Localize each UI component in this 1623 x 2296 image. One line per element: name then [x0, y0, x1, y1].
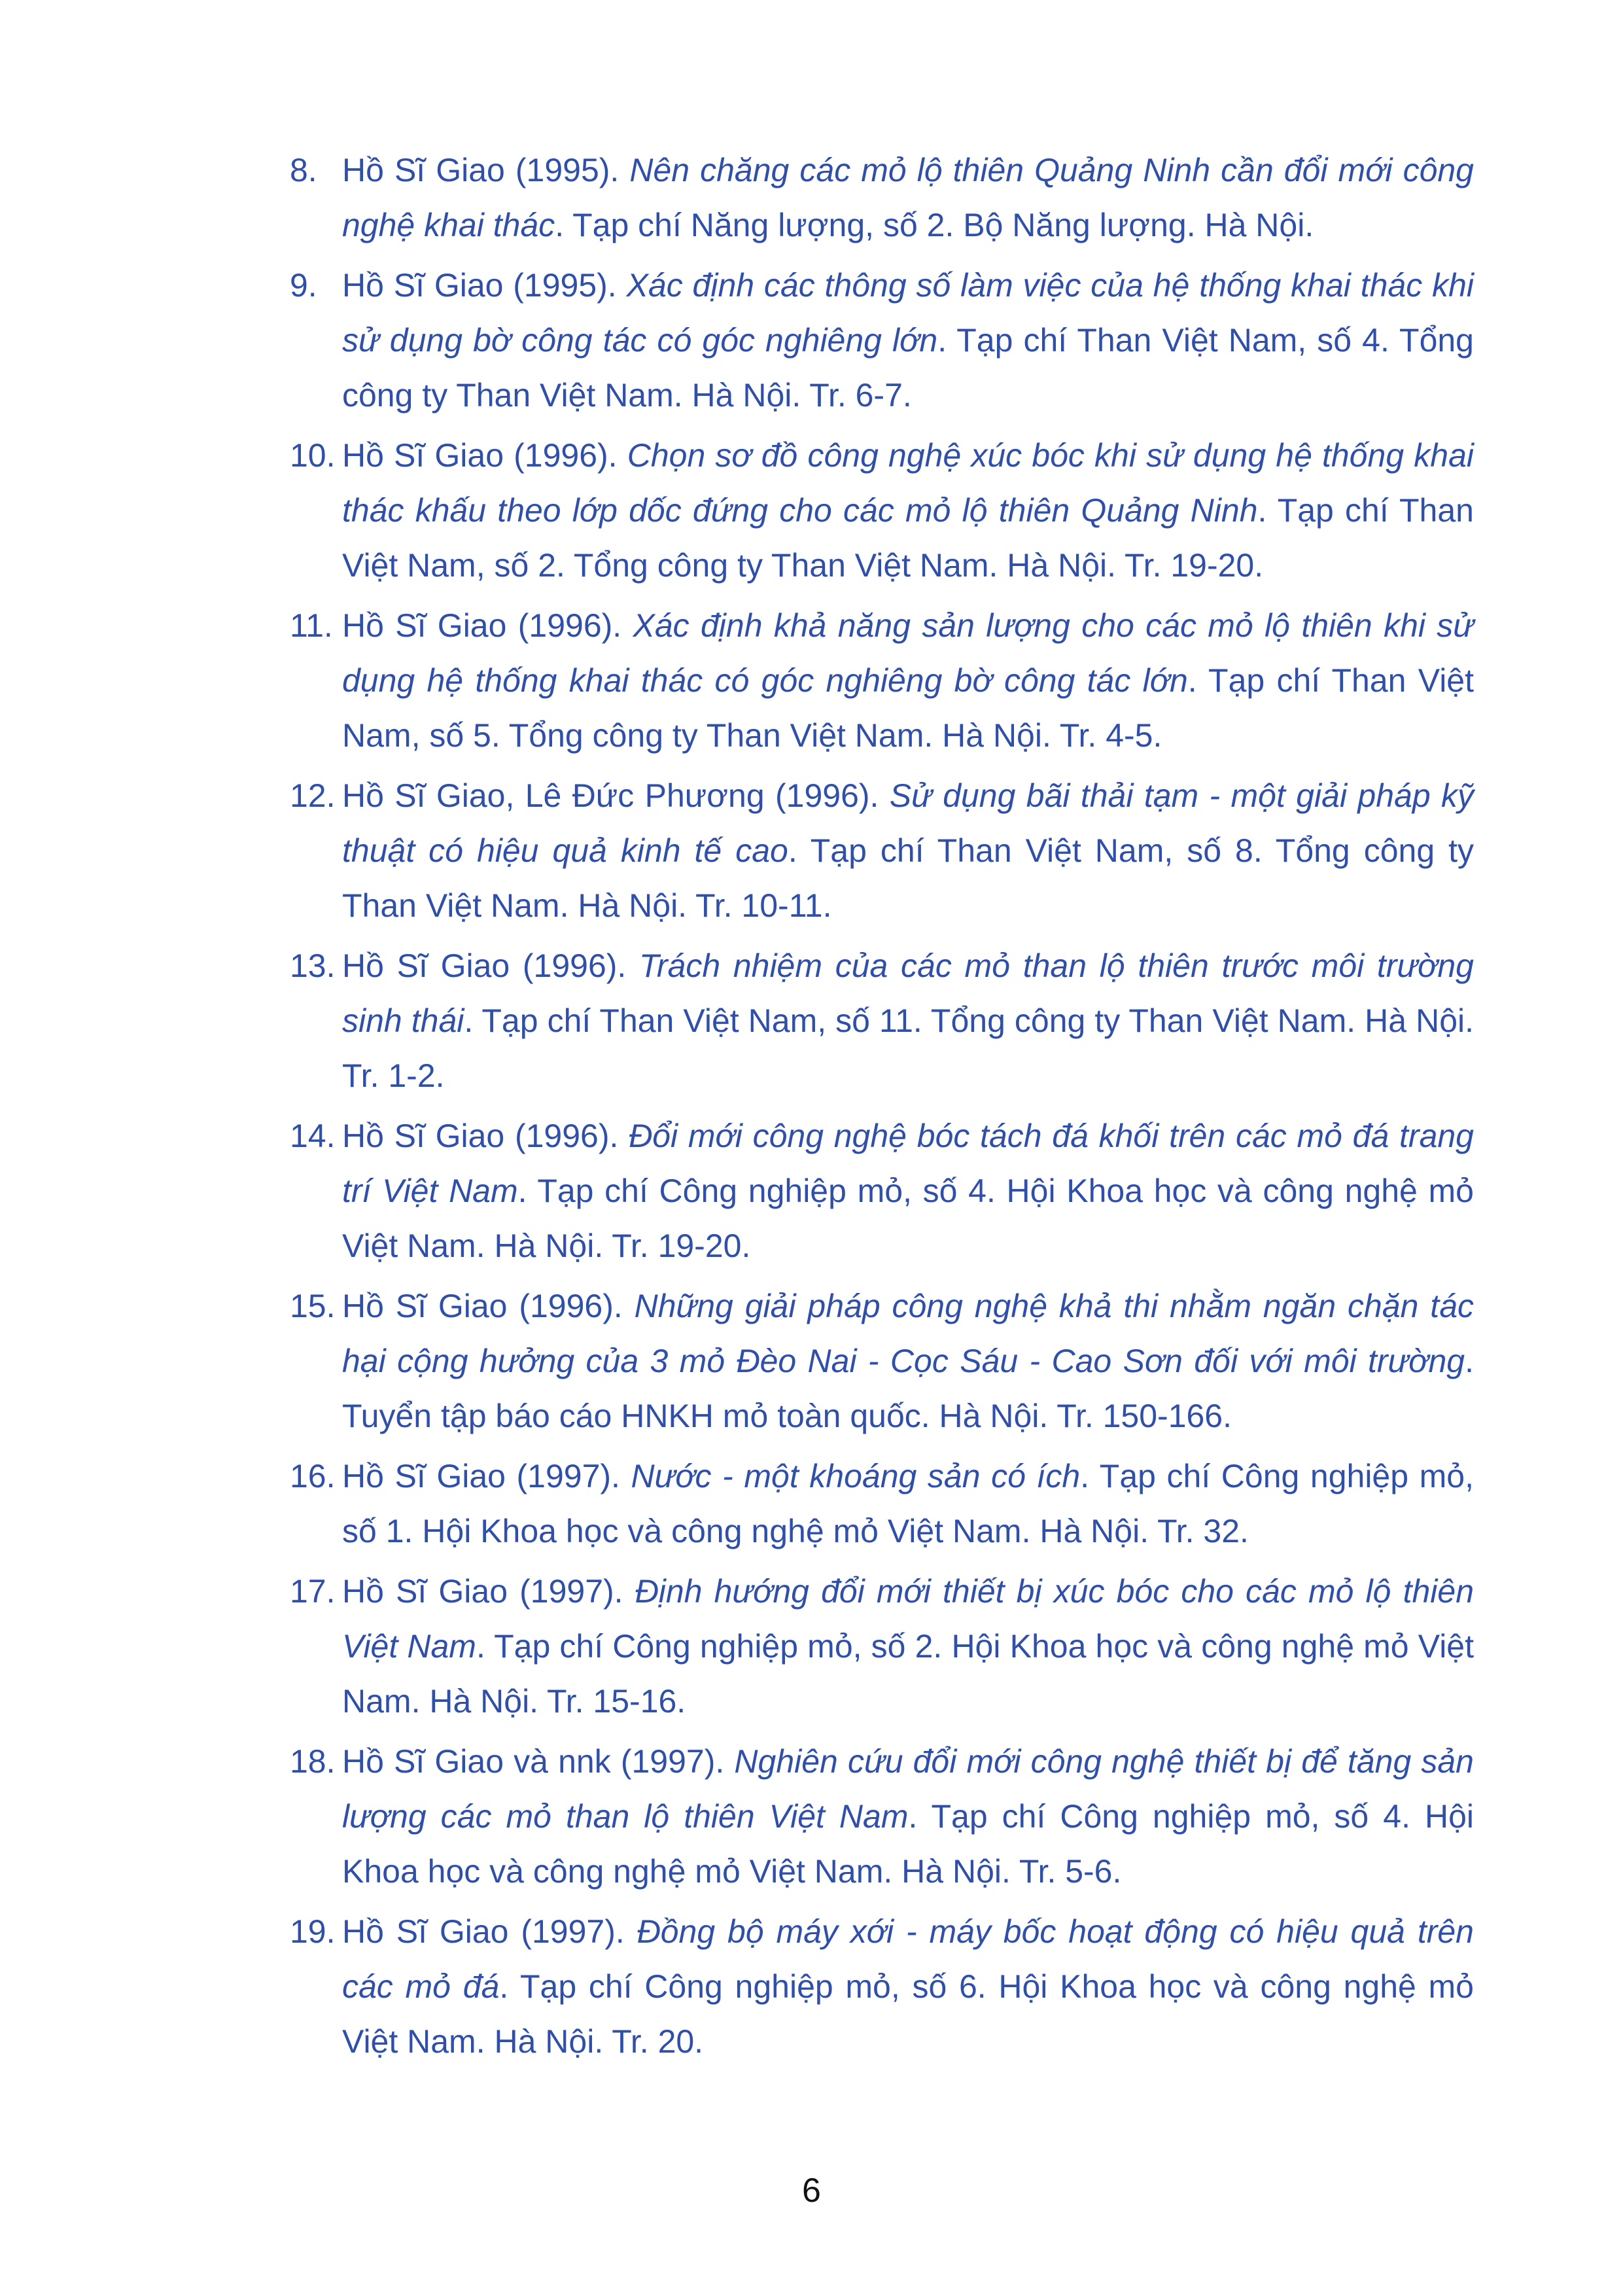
reference-item	[290, 598, 1474, 763]
reference-item	[290, 938, 1474, 1103]
reference-item	[290, 143, 1474, 253]
reference-authors: Hồ Sĩ Giao (1997).	[342, 1573, 623, 1610]
reference-title: Những giải pháp công nghệ khả thi nhằm ngăn chặn tác hại cộng hưởng của 3 mỏ Đèo Nai - Cọc Sáu - Cao Sơn đối với môi trường	[342, 1288, 1474, 1379]
reference-authors: Hồ Sĩ Giao (1996).	[342, 1118, 619, 1154]
reference-number: 18.	[290, 1743, 336, 1780]
reference-publication: . Tạp chí Năng lượng, số 2. Bộ Năng lượng. Hà Nội.	[555, 207, 1314, 243]
reference-item	[290, 258, 1474, 423]
reference-number: 11.	[290, 607, 333, 644]
reference-title: Nghiên cứu đổi mới công nghệ thiết bị để tăng sản lượng các mỏ than lộ thiên Việt Nam	[342, 1743, 1474, 1835]
reference-title: Xác định khả năng sản lượng cho các mỏ lộ thiên khi sử dụng hệ thống khai thác có góc nghiêng bờ công tác lớn	[342, 607, 1474, 699]
page-number: 6	[802, 2172, 821, 2210]
reference-item	[290, 1108, 1474, 1273]
reference-authors: Hồ Sĩ Giao, Lê Đức Phương (1996).	[342, 777, 879, 814]
reference-item	[290, 1564, 1474, 1729]
reference-number: 12.	[290, 777, 336, 814]
reference-publication: . Tạp chí Than Việt Nam, số 11. Tổng công ty Than Việt Nam. Hà Nội. Tr. 1-2.	[342, 1002, 1475, 1094]
reference-publication: . Tạp chí Công nghiệp mỏ, số 6. Hội Khoa học và công nghệ mỏ Việt Nam. Hà Nội. Tr. 20.	[342, 1968, 1474, 2060]
reference-item	[290, 428, 1474, 593]
reference-authors: Hồ Sĩ Giao (1995).	[342, 152, 620, 188]
reference-authors: Hồ Sĩ Giao (1995).	[342, 267, 617, 304]
reference-number: 15.	[290, 1288, 336, 1324]
reference-publication: . Tạp chí Công nghiệp mỏ, số 2. Hội Khoa học và công nghệ mỏ Việt Nam. Hà Nội. Tr. 15-16.	[342, 1628, 1474, 1720]
reference-item	[290, 1449, 1474, 1559]
reference-publication: . Tạp chí Công nghiệp mỏ, số 4. Hội Khoa học và công nghệ mỏ Việt Nam. Hà Nội. Tr. 19-20.	[342, 1173, 1474, 1264]
reference-number: 17.	[290, 1573, 336, 1610]
reference-publication: . Tạp chí Công nghiệp mỏ, số 1. Hội Khoa học và công nghệ mỏ Việt Nam. Hà Nội. Tr. 32.	[342, 1458, 1474, 1549]
reference-item	[290, 1904, 1474, 2069]
reference-title: Xác định các thông số làm việc của hệ thống khai thác khi sử dụng bờ công tác có góc nghiêng lớn	[342, 267, 1474, 359]
reference-number: 9.	[290, 267, 317, 304]
reference-authors: Hồ Sĩ Giao (1996).	[342, 607, 622, 644]
reference-list	[290, 143, 1474, 2074]
reference-authors: Hồ Sĩ Giao (1997).	[342, 1458, 620, 1494]
reference-title: Định hướng đổi mới thiết bị xúc bóc cho các mỏ lộ thiên Việt Nam	[342, 1573, 1474, 1665]
reference-title: Trách nhiệm của các mỏ than lộ thiên trước môi trường sinh thái	[342, 947, 1474, 1039]
reference-publication: . Tạp chí Công nghiệp mỏ, số 4. Hội Khoa học và công nghệ mỏ Việt Nam. Hà Nội. Tr. 5-6.	[342, 1798, 1474, 1890]
reference-number: 14.	[290, 1118, 336, 1154]
reference-title: Chọn sơ đồ công nghệ xúc bóc khi sử dụng hệ thống khai thác khấu theo lớp dốc đứng cho các mỏ lộ thiên Quảng Ninh	[342, 437, 1474, 529]
reference-publication: . Tạp chí Than Việt Nam, số 5. Tổng công ty Than Việt Nam. Hà Nội. Tr. 4-5.	[342, 662, 1474, 754]
reference-authors: Hồ Sĩ Giao (1996).	[342, 947, 627, 984]
reference-title: Sử dụng bãi thải tạm - một giải pháp kỹ thuật có hiệu quả kinh tế cao	[342, 777, 1474, 869]
reference-item	[290, 768, 1474, 933]
reference-title: Đổi mới công nghệ bóc tách đá khối trên các mỏ đá trang trí Việt Nam	[342, 1118, 1474, 1209]
reference-title: Đồng bộ máy xới - máy bốc hoạt động có hiệu quả trên các mỏ đá	[342, 1913, 1474, 2005]
reference-number: 13.	[290, 947, 336, 984]
reference-number: 16.	[290, 1458, 336, 1494]
reference-publication: . Tạp chí Than Việt Nam, số 2. Tổng công ty Than Việt Nam. Hà Nội. Tr. 19-20.	[342, 492, 1474, 584]
reference-publication: . Tạp chí Than Việt Nam, số 4. Tổng công ty Than Việt Nam. Hà Nội. Tr. 6-7.	[342, 322, 1474, 414]
reference-authors: Hồ Sĩ Giao (1996).	[342, 437, 618, 474]
reference-authors: Hồ Sĩ Giao (1997).	[342, 1913, 625, 1950]
reference-title: Nước - một khoáng sản có ích	[631, 1458, 1081, 1494]
reference-authors: Hồ Sĩ Giao (1996).	[342, 1288, 623, 1324]
reference-title: Nên chăng các mỏ lộ thiên Quảng Ninh cần đổi mới công nghệ khai thác	[342, 152, 1474, 243]
reference-item	[290, 1279, 1474, 1443]
reference-publication: . Tạp chí Than Việt Nam, số 8. Tổng công ty Than Việt Nam. Hà Nội. Tr. 10-11.	[342, 832, 1474, 924]
reference-number: 8.	[290, 152, 317, 188]
reference-authors: Hồ Sĩ Giao và nnk (1997).	[342, 1743, 725, 1780]
reference-number: 19.	[290, 1913, 336, 1950]
reference-number: 10.	[290, 437, 336, 474]
reference-publication: . Tuyển tập báo cáo HNKH mỏ toàn quốc. Hà Nội. Tr. 150-166.	[342, 1343, 1474, 1434]
reference-item	[290, 1734, 1474, 1899]
